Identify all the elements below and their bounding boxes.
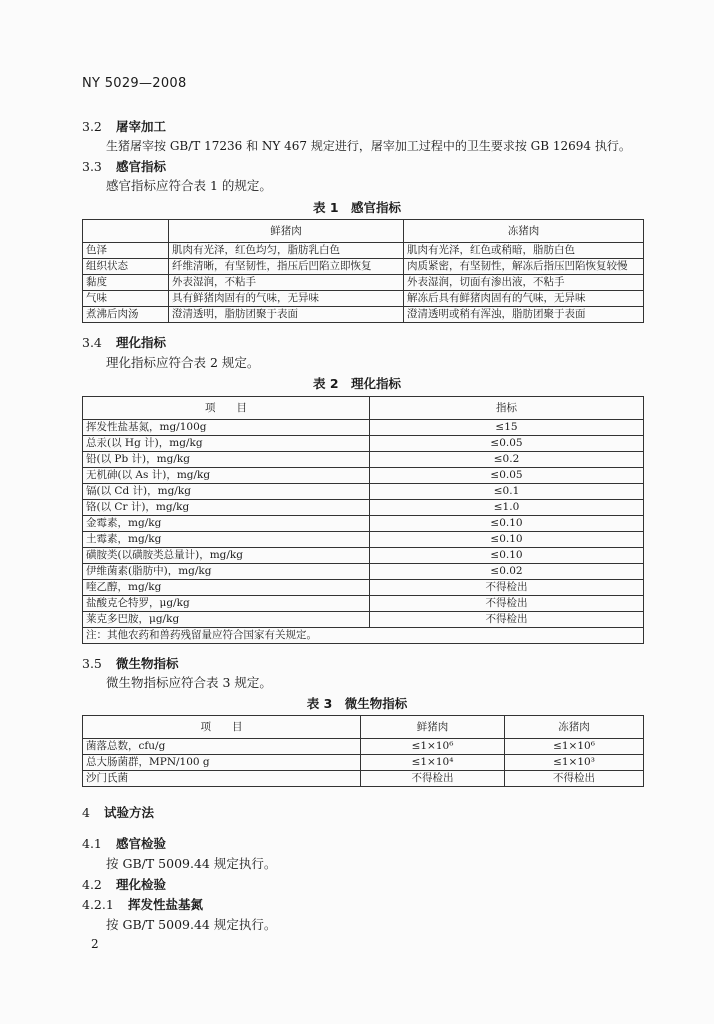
section-title: 感官检验: [115, 836, 166, 851]
table-cell: 肉质紧密，有坚韧性，解冻后指压凹陷恢复较慢: [404, 259, 644, 275]
section-number: 3.4: [82, 335, 102, 350]
table-header-row: [83, 220, 644, 243]
table-cell: 土霉素，mg/kg: [83, 532, 370, 548]
table-header-cell: 指标: [370, 397, 644, 420]
table-header-cell: 项 目: [83, 397, 370, 420]
table-cell: ≤0.10: [370, 516, 644, 532]
section-title: 理化检验: [115, 877, 166, 892]
table-cell: 铅(以 Pb 计)，mg/kg: [83, 452, 370, 468]
table-row: [83, 580, 644, 596]
table-row: [83, 468, 644, 484]
table-cell: 肌肉有光泽，红色或稍暗，脂肪白色: [404, 243, 644, 259]
table-1-caption: 表 1 感官指标: [312, 200, 402, 215]
table-2-caption: 表 2 理化指标: [312, 376, 402, 391]
table-row: [83, 291, 644, 307]
table-row: [83, 532, 644, 548]
table-cell: ≤1×10⁴: [361, 755, 505, 771]
section-number: 4.2: [82, 877, 102, 892]
section-title: 屠宰加工: [115, 119, 166, 134]
table-row: [83, 596, 644, 612]
table-cell: 解冻后具有鲜猪肉固有的气味，无异味: [404, 291, 644, 307]
page-number: 2: [91, 937, 99, 951]
table-cell: ≤1.0: [370, 500, 644, 516]
table-cell: 伊维菌素(脂肪中)，mg/kg: [83, 564, 370, 580]
table-cell: ≤0.10: [370, 532, 644, 548]
table-cell: 镉(以 Cd 计)，mg/kg: [83, 484, 370, 500]
section-number: 4.1: [82, 836, 102, 851]
section-4-heading: [82, 803, 154, 821]
table-cell: 外表湿润，切面有渗出液，不粘手: [404, 275, 644, 291]
table-cell: 磺胺类(以磺胺类总量计)，mg/kg: [83, 548, 370, 564]
table-row: [83, 771, 644, 787]
table-row: [83, 243, 644, 259]
table-cell: ≤1×10³: [505, 755, 644, 771]
section-3-3-text: 感官指标应符合表 1 的规定。: [106, 178, 272, 193]
table-cell: 气味: [83, 291, 169, 307]
table-cell: ≤1×10⁶: [361, 739, 505, 755]
table-cell: 组织状态: [83, 259, 169, 275]
table-note-row: [83, 628, 644, 644]
table-cell: 不得检出: [370, 580, 644, 596]
table-cell: 总汞(以 Hg 计)，mg/kg: [83, 436, 370, 452]
table-cell: 外表湿润，不粘手: [169, 275, 404, 291]
section-title: 感官指标: [115, 159, 166, 174]
table-row: [83, 420, 644, 436]
table-cell: ≤0.02: [370, 564, 644, 580]
section-4-2-1-heading: [82, 895, 203, 913]
table-cell: 铬(以 Cr 计)，mg/kg: [83, 500, 370, 516]
table-cell: 金霉素，mg/kg: [83, 516, 370, 532]
table-cell: 澄清透明或稍有浑浊，脂肪团聚于表面: [404, 307, 644, 323]
table-cell: ≤15: [370, 420, 644, 436]
section-3-4-heading: [82, 333, 166, 351]
table-row: [83, 452, 644, 468]
table-cell: 盐酸克仑特罗，μg/kg: [83, 596, 370, 612]
table-row: [83, 275, 644, 291]
table-2-physicochemical: [82, 396, 644, 644]
section-4-2-heading: [82, 875, 166, 893]
section-title: 理化指标: [115, 335, 166, 350]
table-cell: ≤0.05: [370, 468, 644, 484]
section-number: 3.2: [82, 119, 102, 134]
table-cell: 肌肉有光泽，红色均匀，脂肪乳白色: [169, 243, 404, 259]
table-header-cell: [83, 220, 169, 243]
table-row: [83, 484, 644, 500]
section-number: 4: [82, 805, 90, 820]
table-header-row: [83, 397, 644, 420]
table-cell: ≤1×10⁶: [505, 739, 644, 755]
section-number: 3.5: [82, 656, 102, 671]
table-cell: 喹乙醇，mg/kg: [83, 580, 370, 596]
table-cell: 不得检出: [505, 771, 644, 787]
table-row: [83, 739, 644, 755]
section-title: 微生物指标: [115, 656, 179, 671]
table-header-cell: 鲜猪肉: [169, 220, 404, 243]
table-cell: ≤0.1: [370, 484, 644, 500]
table-3-caption: 表 3 微生物指标: [306, 696, 408, 711]
table-cell: 具有鲜猪肉固有的气味，无异味: [169, 291, 404, 307]
table-cell: 不得检出: [370, 596, 644, 612]
section-3-4-text: 理化指标应符合表 2 规定。: [106, 355, 260, 370]
table-header-cell: 冻猪肉: [505, 716, 644, 739]
table-cell: 菌落总数，cfu/g: [83, 739, 361, 755]
table-3-microbiological: [82, 715, 644, 787]
table-cell: 纤维清晰，有坚韧性，指压后凹陷立即恢复: [169, 259, 404, 275]
table-header-cell: 鲜猪肉: [361, 716, 505, 739]
table-1-sensory: [82, 219, 644, 323]
table-row: [83, 307, 644, 323]
table-row: [83, 259, 644, 275]
table-cell: 澄清透明，脂肪团聚于表面: [169, 307, 404, 323]
table-cell: 沙门氏菌: [83, 771, 361, 787]
section-title: 试验方法: [103, 805, 154, 820]
section-3-5-text: 微生物指标应符合表 3 规定。: [106, 675, 272, 690]
section-3-2-text: 生猪屠宰按 GB/T 17236 和 NY 467 规定进行，屠宰加工过程中的卫生要求按 GB 12694 执行。: [106, 139, 631, 153]
section-number: 3.3: [82, 159, 102, 174]
section-number: 4.2.1: [82, 897, 114, 912]
table-cell: ≤0.2: [370, 452, 644, 468]
section-4-2-1-text: 按 GB/T 5009.44 规定执行。: [106, 917, 277, 932]
table-cell: 色泽: [83, 243, 169, 259]
section-3-5-heading: [82, 654, 179, 672]
table-cell: 不得检出: [370, 612, 644, 628]
standard-header: NY 5029—2008: [82, 76, 187, 91]
table-cell: 挥发性盐基氮，mg/100g: [83, 420, 370, 436]
section-3-3-heading: [82, 157, 166, 175]
table-header-cell: 冻猪肉: [404, 220, 644, 243]
table-note: 注：其他农药和兽药残留量应符合国家有关规定。: [83, 628, 644, 644]
table-row: [83, 500, 644, 516]
table-header-cell: 项 目: [83, 716, 361, 739]
section-title: 挥发性盐基氮: [127, 897, 203, 912]
section-4-1-text: 按 GB/T 5009.44 规定执行。: [106, 856, 277, 871]
section-3-2-heading: [82, 117, 166, 135]
table-header-row: [83, 716, 644, 739]
table-row: [83, 564, 644, 580]
table-row: [83, 755, 644, 771]
table-cell: ≤0.10: [370, 548, 644, 564]
table-row: [83, 516, 644, 532]
table-cell: 无机砷(以 As 计)，mg/kg: [83, 468, 370, 484]
section-4-1-heading: [82, 834, 166, 852]
table-cell: 煮沸后肉汤: [83, 307, 169, 323]
table-cell: 不得检出: [361, 771, 505, 787]
table-row: [83, 548, 644, 564]
table-row: [83, 436, 644, 452]
table-cell: 黏度: [83, 275, 169, 291]
table-cell: 莱克多巴胺，μg/kg: [83, 612, 370, 628]
table-cell: 总大肠菌群，MPN/100 g: [83, 755, 361, 771]
table-cell: ≤0.05: [370, 436, 644, 452]
table-row: [83, 612, 644, 628]
